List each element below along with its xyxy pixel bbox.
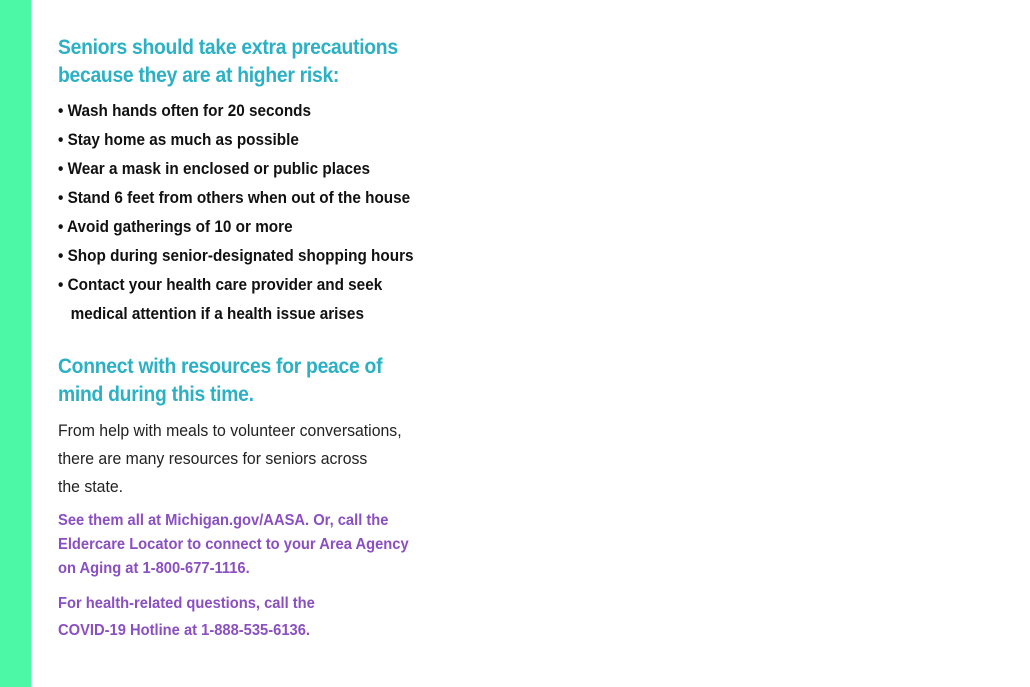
list-item: • Shop during senior-designated shopping hours: [58, 246, 414, 265]
list-item-line1: • Contact your health care provider and seek: [58, 275, 383, 294]
flyer-content: [58, 34, 488, 644]
resources-body-line1: From help with meals to volunteer conversations,: [58, 421, 402, 440]
resources-heading-line1: Connect with resources for peace of: [58, 355, 383, 378]
resources-body: [58, 417, 430, 501]
aasa-line2: Eldercare Locator to connect to your Area Agency: [58, 536, 409, 553]
hotline-contact-text: [58, 590, 454, 644]
precautions-heading-line2: because they are at higher risk:: [58, 64, 340, 87]
accent-bar: [0, 0, 31, 687]
list-item: • Stand 6 feet from others when out of the house: [58, 188, 411, 207]
resources-heading: [58, 353, 454, 409]
list-item: • Wear a mask in enclosed or public places: [58, 159, 371, 178]
precautions-list: [58, 96, 488, 328]
precautions-heading: [58, 34, 454, 90]
aasa-line1: See them all at Michigan.gov/AASA. Or, call the: [58, 512, 389, 529]
resources-heading-line2: mind during this time.: [58, 383, 254, 406]
precautions-heading-line1: Seniors should take extra precautions: [58, 36, 398, 59]
aasa-line3: on Aging at 1-800-677-1116.: [58, 560, 250, 577]
list-item: • Avoid gatherings of 10 or more: [58, 217, 293, 236]
hotline-line1: For health-related questions, call the: [58, 595, 315, 612]
hotline-line2: COVID-19 Hotline at 1-888-535-6136.: [58, 622, 310, 639]
list-item: • Wash hands often for 20 seconds: [58, 101, 312, 120]
aasa-contact-text: [58, 509, 454, 581]
list-item: • Stay home as much as possible: [58, 130, 299, 149]
list-item-line2: medical attention if a health issue arises: [70, 304, 364, 323]
resources-body-line3: the state.: [58, 477, 124, 496]
resources-body-line2: there are many resources for seniors across: [58, 449, 368, 468]
list-item-contact-provider: [58, 270, 445, 328]
